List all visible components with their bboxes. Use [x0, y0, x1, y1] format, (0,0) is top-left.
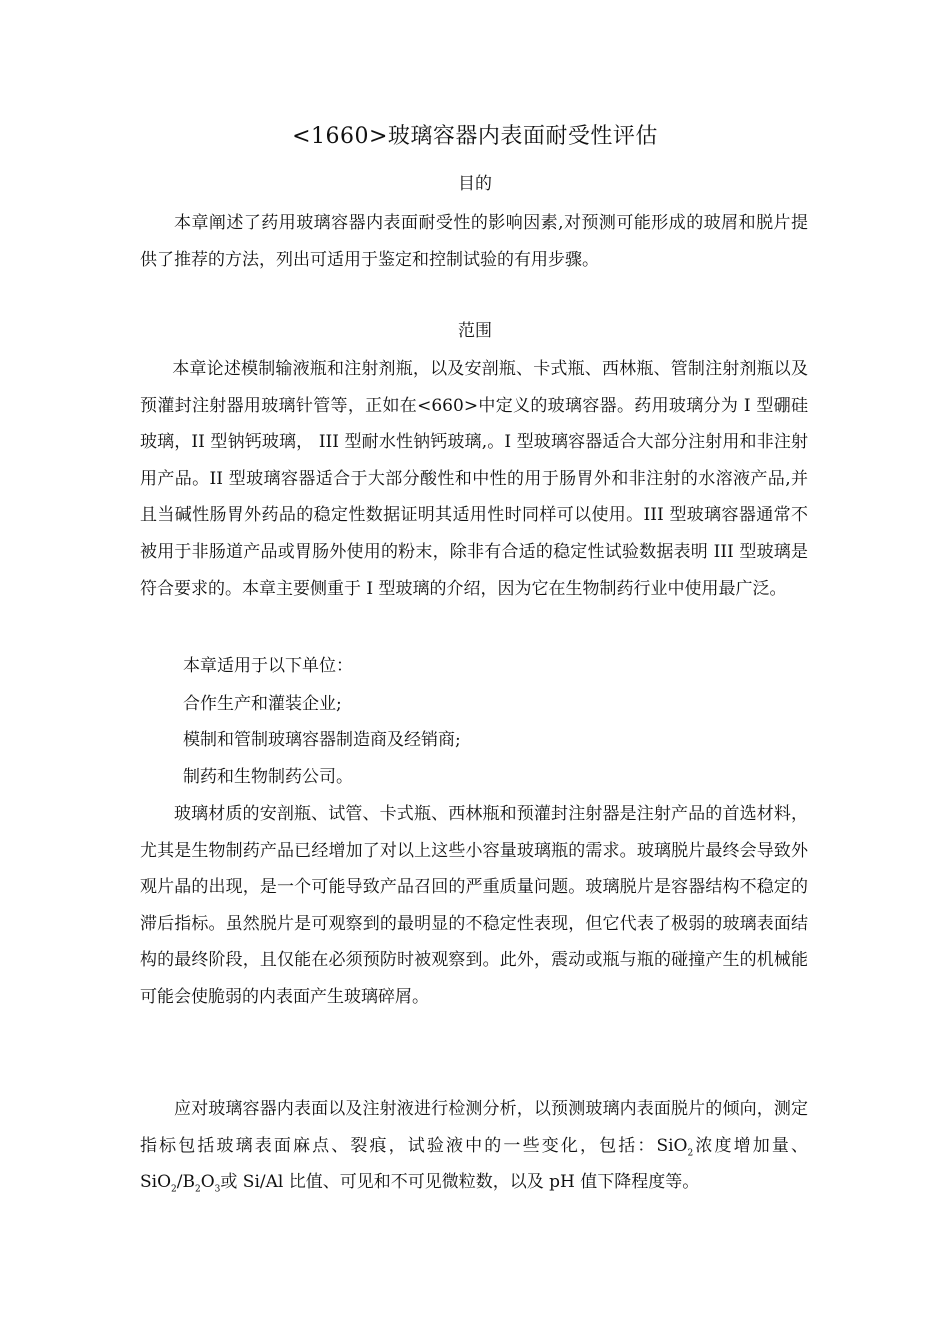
- section-heading-scope: 范围: [458, 321, 492, 341]
- purpose-paragraph: 本章阐述了药用玻璃容器内表面耐受性的影响因素,对预测可能形成的玻屑和脱片提供了推荐的方法，列出可适用于鉴定和控制试验的有用步骤。: [140, 213, 808, 270]
- applies-item-3: 制药和生物制药公司。: [183, 767, 353, 787]
- scope-paragraph-1: 本章论述模制输液瓶和注射剂瓶，以及安剖瓶、卡式瓶、西林瓶、管制注射剂瓶以及预灌封注射器用玻璃针管等，正如在<660>中定义的玻璃容器。药用玻璃分为 I 型硼硅玻璃，II 型钠钙玻璃， III 型耐水性钠钙玻璃,。I 型玻璃容器适合大部分注射用和非注射用产品。II 型玻璃容器适合于大部分酸性和中性的用于肠胃外和非注射的水溶液产品,并且当碱性肠胃外药品的稳定性数据证明其适用性时同样可以使用。III 型玻璃容器通常不被用于非肠道产品或胃肠外使用的粉末，除非有合适的稳定性试验数据表明 III 型玻璃是符合要求的。本章主要侧重于 I 型玻璃的介绍，因为它在生物制药行业中使用最广泛。: [140, 359, 808, 599]
- scope-paragraph-2: 玻璃材质的安剖瓶、试管、卡式瓶、西林瓶和预灌封注射器是注射产品的首选材料，尤其是生物制药产品已经增加了对以上这些小容量玻璃瓶的需求。玻璃脱片最终会导致外观片晶的出现，是一个可能导致产品召回的严重质量问题。玻璃脱片是容器结构不稳定的滞后指标。虽然脱片是可观察到的最明显的不稳定性表现，但它代表了极弱的玻璃表面结构的最终阶段，且仅能在必须预防时被观察到。此外，震动或瓶与瓶的碰撞产生的机械能可能会使脆弱的内表面产生玻璃碎屑。: [140, 804, 808, 1007]
- applies-intro: 本章适用于以下单位：: [183, 656, 353, 676]
- scope-paragraph-3: 应对玻璃容器内表面以及注射液进行检测分析，以预测玻璃内表面脱片的倾向，测定指标包括玻璃表面麻点、裂痕，试验液中的一些变化，包括：SiO$_2$浓度增加量、$SiO_2/B_2O_3$或 Si/Al 比值、可见和不可见微粒数，以及 pH 值下降程度等。: [140, 1099, 808, 1195]
- applies-item-2: 模制和管制玻璃容器制造商及经销商;: [183, 730, 461, 750]
- document-title: <1660>玻璃容器内表面耐受性评估: [292, 124, 658, 149]
- section-heading-purpose: 目的: [458, 174, 492, 194]
- applies-item-1: 合作生产和灌装企业;: [183, 694, 342, 714]
